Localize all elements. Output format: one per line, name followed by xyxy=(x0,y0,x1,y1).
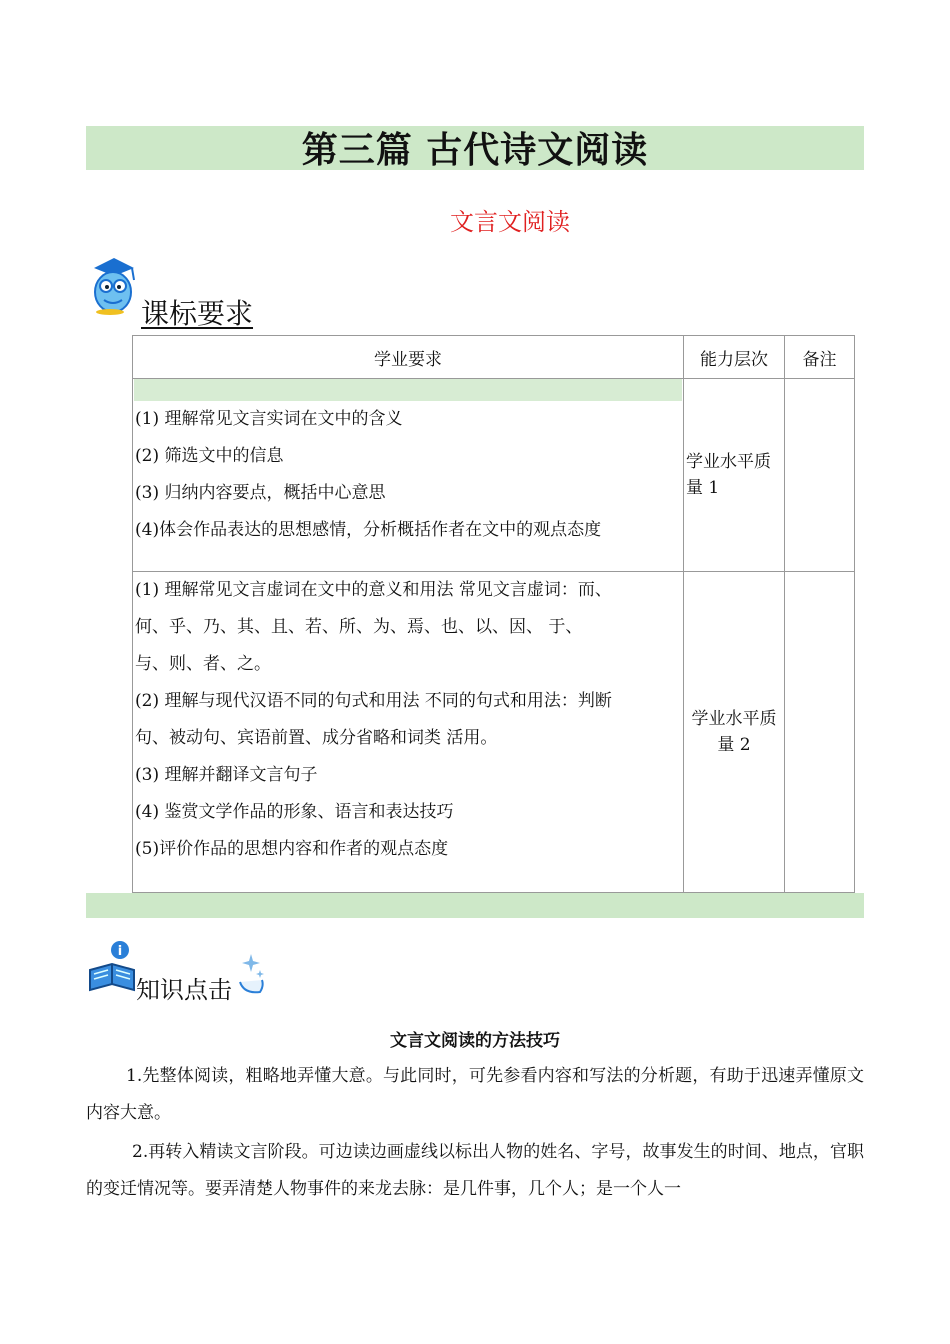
method-paragraph: 1.先整体阅读，粗略地弄懂大意。与此同时，可先参看内容和写法的分析题，有助于迅速弄懂原文内容大意。 xyxy=(86,1066,864,1123)
svg-text:i: i xyxy=(117,944,123,959)
requirement-cell xyxy=(133,379,684,572)
requirement-line: (4) 鉴赏文学作品的形象、语言和表达技巧 xyxy=(135,802,454,822)
table-row xyxy=(133,572,855,893)
methods-title: 文言文阅读的方法技巧 xyxy=(390,1031,560,1051)
table-header-row xyxy=(133,336,855,379)
section-heading-knowledge: 知识点击 xyxy=(136,976,232,1004)
page-title: 第三篇 古代诗文阅读 xyxy=(301,129,649,171)
requirement-line: (5)评价作品的思想内容和作者的观点态度 xyxy=(135,839,449,859)
requirement-cell xyxy=(133,572,684,893)
note-cell xyxy=(785,379,855,572)
ability-level-cell: 学业水平质量 1 xyxy=(684,379,785,572)
requirement-line: (3) 归纳内容要点，概括中心意思 xyxy=(135,483,386,503)
requirement-line: 句、被动句、宾语前置、成分省略和词类 活用。 xyxy=(135,728,498,748)
note-cell xyxy=(785,572,855,893)
requirement-line: 何、乎、乃、其、且、若、所、为、焉、也、以、因、 于、 xyxy=(135,617,583,637)
requirement-line: (4)体会作品表达的思想感情，分析概括作者在文中的观点态度 xyxy=(135,520,602,540)
requirement-line: (1) 理解常见文言虚词在文中的意义和用法 常见文言虚词：而、 xyxy=(135,580,612,600)
book-icon xyxy=(86,940,138,996)
page-subtitle: 文言文阅读 xyxy=(450,208,570,236)
requirement-line: (3) 理解并翻译文言句子 xyxy=(135,765,318,785)
requirement-line: (2) 筛选文中的信息 xyxy=(135,446,284,466)
sparkle-icon xyxy=(236,952,266,996)
table-header-cell: 能力层次 xyxy=(684,336,785,379)
table-row xyxy=(133,379,855,572)
ability-level-cell: 学业水平质量 2 xyxy=(684,572,785,893)
row-highlight-strip xyxy=(134,379,682,401)
requirements-table xyxy=(132,335,855,893)
requirement-line: (2) 理解与现代汉语不同的句式和用法 不同的句式和用法：判断 xyxy=(135,691,612,711)
method-paragraph: 2.再转入精读文言阶段。可边读边画虚线以标出人物的姓名、字号，故事发生的时间、地点，官职的变迁情况等。要弄清楚人物事件的来龙去脉：是几件事，几个人；是一个人一 xyxy=(86,1142,864,1199)
section-divider-band xyxy=(86,893,864,918)
owl-mascot-icon xyxy=(88,256,138,316)
table-header-cell: 学业要求 xyxy=(133,336,684,379)
section-heading-standard: 课标要求 xyxy=(141,297,254,330)
requirement-line: (1) 理解常见文言实词在文中的含义 xyxy=(135,409,403,429)
requirement-line: 与、则、者、之。 xyxy=(135,654,271,674)
table-header-cell: 备注 xyxy=(785,336,855,379)
